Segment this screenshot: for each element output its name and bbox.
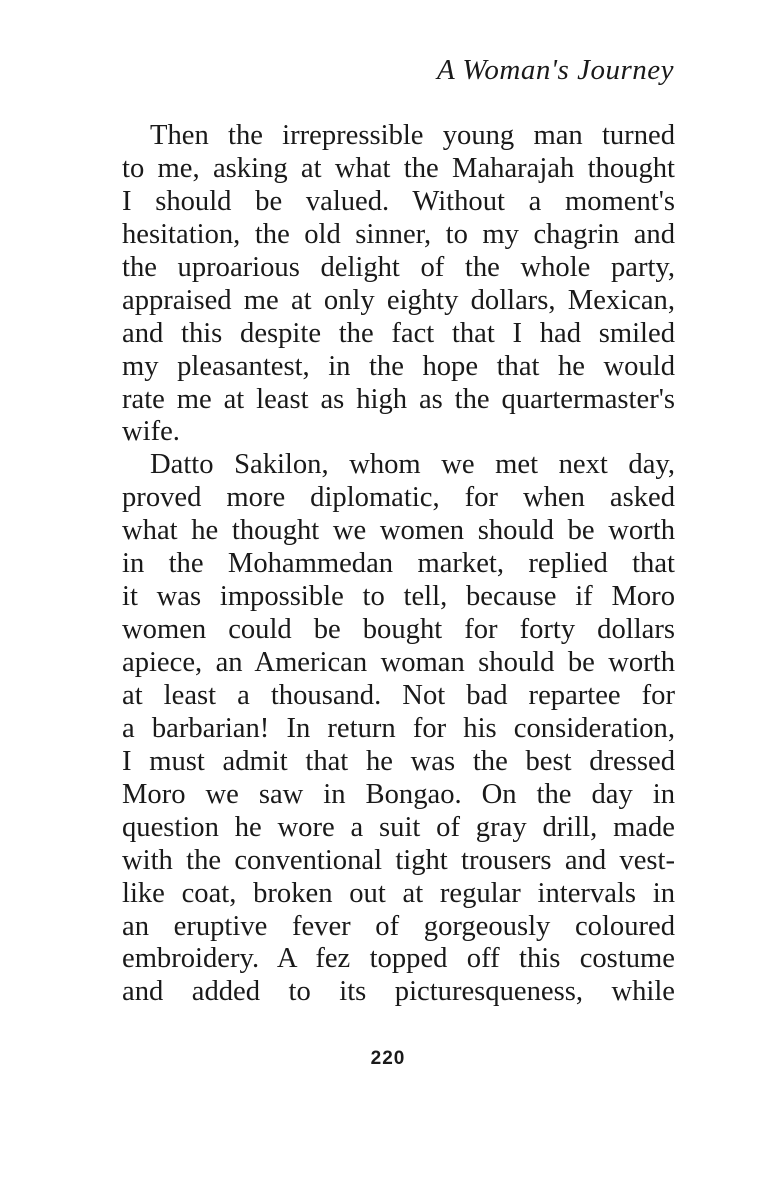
text-line: women could be bought for forty dollars xyxy=(122,614,675,646)
text-line: to me, asking at what the Maharajah thought xyxy=(122,152,675,184)
text-line: apiece, an American woman should be worth xyxy=(122,647,675,678)
text-line: it was impossible to tell, because if Moro xyxy=(122,581,675,613)
text-line: and added to its picturesqueness, while xyxy=(122,976,675,1008)
text-line: a barbarian! In return for his consideration, xyxy=(122,712,675,744)
text-line: with the conventional tight trousers and vest- xyxy=(122,844,675,876)
text-line: Moro we saw in Bongao. On the day in xyxy=(122,778,675,810)
text-line: in the Mohammedan market, replied that xyxy=(122,548,675,580)
text-line: I should be valued. Without a moment's xyxy=(122,185,675,217)
text-line: an eruptive fever of gorgeously coloured xyxy=(122,910,675,942)
text-line: question he wore a suit of gray drill, made xyxy=(122,811,675,843)
text-line: at least a thousand. Not bad repartee for xyxy=(122,679,675,711)
text-line: and this despite the fact that I had smiled xyxy=(122,317,675,349)
running-head: A Woman's Journey xyxy=(436,54,674,86)
page-number: 220 xyxy=(370,1048,406,1069)
text-line: I must admit that he was the best dressed xyxy=(122,745,675,777)
text-line: my pleasantest, in the hope that he would xyxy=(122,350,675,382)
text-line: rate me at least as high as the quartermaster's xyxy=(122,383,675,415)
paragraph xyxy=(122,449,675,1009)
paragraph xyxy=(122,120,675,449)
text-line: Datto Sakilon, whom we met next day, xyxy=(150,449,675,481)
text-line: the uproarious delight of the whole party, xyxy=(122,251,675,283)
text-line: proved more diplomatic, for when asked xyxy=(122,482,675,514)
text-line: embroidery. A fez topped off this costume xyxy=(122,943,675,975)
text-line: hesitation, the old sinner, to my chagrin and xyxy=(122,218,675,250)
text-line: Then the irrepressible young man turned xyxy=(150,120,675,151)
text-line: like coat, broken out at regular intervals in xyxy=(122,877,675,909)
text-line: appraised me at only eighty dollars, Mexican, xyxy=(122,284,675,316)
text-line: wife. xyxy=(122,416,180,448)
text-line: what he thought we women should be worth xyxy=(122,515,675,547)
body-text xyxy=(122,120,675,1009)
